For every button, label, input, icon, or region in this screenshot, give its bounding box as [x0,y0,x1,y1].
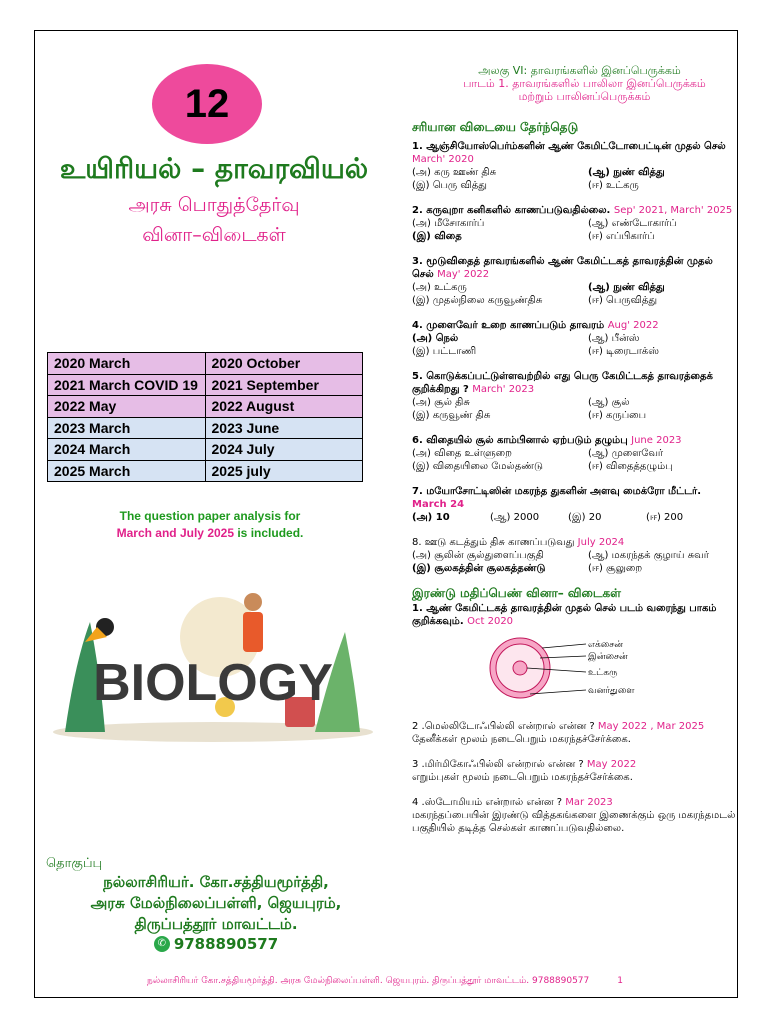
biology-word: BIOLOGY [93,654,333,712]
mcq-options: (அ) சூலின் சூல்துளைப்பகுதி (ஆ) மகரந்தக் குழாய் சுவர் (இ) சூலகத்தின் சூலகத்தண்டு (ஈ) சூலுறை [412,550,709,574]
district-name: திருப்பத்தூர் மாவட்டம். [134,915,298,933]
two-mark-item: 4 .ஸ்டோமியம் என்றால் என்ன ? Mar 2023 [412,797,613,808]
credit-block [46,856,386,953]
mcq-options: (அ) சூல் திசு (ஆ) சூல் (இ) கருவூண் திசு (ஈ) கருப்பை [412,397,647,421]
subtitle-qa: வினா–விடைகள் [142,224,286,246]
class-number-badge: 12 [152,64,262,144]
label-intine: இன்சைன் [588,652,628,662]
mcq-item: 3. மூடுவிதைத் தாவரங்களில் ஆண் கேமிட்டகத் தாவரத்தின் முதல் செல் May' 2022 [412,256,713,280]
two-mark-heading: இரண்டு மதிப்பெண் வினா– விடைகள் [412,586,621,600]
mcq-heading: சரியான விடையை தேர்ந்தெடு [412,120,579,134]
two-mark-answer: தேனீக்கள் மூலம் நடைபெறும் மகரந்தச்சேர்க்கை. [412,734,631,745]
mcq-options: (அ) விதை உள்ளுறை (ஆ) முளைவேர் (இ) விதையிலை மேல்தண்டு (ஈ) விதைத்தழும்பு [412,448,673,472]
phone-number: 9788890577 [173,935,279,953]
lesson-heading-1: பாடம் 1. தாவரங்களில் பாலிலா இனப்பெருக்கம் [463,77,706,90]
mcq-options: (அ) நெல் (ஆ) பீன்ஸ் (இ) பட்டாணி (ஈ) டிரைடாக்ஸ் [412,333,659,357]
school-name: அரசு மேல்நிலைப்பள்ளி, ஜெயபுரம், [90,894,342,912]
unit-heading: அலகு VI: தாவரங்களில் இனப்பெருக்கம் [478,64,681,77]
label-nucleus: உட்கரு [588,668,618,678]
mcq-item: 2. கருவுறா கனிகளில் காணப்படுவதில்லை. Sep' 2021, March' 2025 [412,205,733,216]
footer: நல்லாசிரியர் கோ.சத்தியமூர்த்தி. அரசு மேல்நிலைப்பள்ளி. ஜெயபுரம். திருப்பத்தூர் மாவட்டம். 9788890577 1 [146,976,623,986]
mcq-options: (அ) மீசோகார்ப் (ஆ) எண்டோகார்ப் (இ) விதை (ஈ) எப்பிகார்ப் [412,218,677,242]
two-mark-item: 1. ஆண் கேமிட்டகத் தாவரத்தின் முதல் செல் படம் வரைந்து பாகம் குறிக்கவும். Oct 2020 [412,603,717,627]
analysis-note: The question paper analysis for March and July 2025 is included. [116,509,304,540]
mcq-tag: March 24 [412,499,465,510]
table-row: 2025 March 2025 july [48,460,363,482]
biology-illustration [45,582,381,744]
two-mark-answer: எறும்புகள் மூலம் நடைபெறும் மகரந்தச்சேர்க்கை. [412,772,633,783]
mcq-item: 7. மயோசோட்டிஸின் மகரந்த துகளின் அளவு மைக்ரோ மீட்டர். [412,486,702,497]
table-row: 2020 March 2020 October [48,353,363,375]
table-row: 2021 March COVID 19 2021 September [48,374,363,396]
two-mark-item: 3 .மிர்மிகோஃபில்லி என்றால் என்ன ? May 2022 [412,759,637,770]
question-column [412,64,737,835]
mcq-item: 8. ஊடு கடத்தும் திசு காணப்படுவது July 2024 [412,537,625,548]
mcq-item: 6. விதையில் சூல் காம்பினால் ஏற்படும் தழும்பு June 2023 [412,435,682,446]
phone-line [46,935,386,953]
page-number: 1 [617,976,623,986]
table-row: 2022 May 2022 August [48,396,363,418]
table-row: 2024 March 2024 July [48,439,363,461]
two-mark-item: 2 .மெல்லிடோஃபில்லி என்றால் என்ன ? May 2022 , Mar 2025 [412,721,705,732]
mcq-item: 4. முளைவேர் உறை காணப்படும் தாவரம் Aug' 2022 [412,320,659,331]
table-row: 2023 March 2023 June [48,417,363,439]
mcq-options: (அ) கரு ஊண் திசு (ஆ) நுண் வித்து (இ) பெரு வித்து (ஈ) உட்கரு [412,167,665,191]
lesson-heading-2: மற்றும் பாலினப்பெருக்கம் [518,90,651,103]
mcq-item: 1. ஆஞ்சியோஸ்பெர்ம்களின் ஆண் கேமிட்டோபைட்டின் முதல் செல் March' 2020 [412,141,726,165]
exam-sessions-table [47,352,363,482]
teacher-name: நல்லாசிரியர். கோ.சத்தியமூர்த்தி, [103,873,329,891]
mcq-options: (அ) உட்கரு (ஆ) நுண் வித்து (இ) முதல்நிலை கருவூண்திசு (ஈ) பெருவித்து [412,282,665,306]
credit-label: தொகுப்பு [46,856,103,871]
mcq-options: (அ) 10 (ஆ) 2000 (இ) 20 (ஈ) 200 [412,512,684,523]
main-title: உயிரியல் – தாவரவியல் [59,152,369,185]
pollen-grain-diagram [480,636,650,700]
label-exine: எக்சைன் [588,640,624,650]
whatsapp-icon: ✆ [154,936,170,952]
label-germ-pore: வனர்துளை [588,686,635,696]
mcq-item: 5. கொடுக்கப்பட்டுள்ளவற்றில் எது பெரு கேமிட்டகத் தாவரத்தைக் குறிக்கிறது ? March' 2023 [412,371,713,395]
two-mark-answer: மகரந்தப்பையின் இரண்டு வித்தகங்களை இணைக்கும் ஒரு மகரந்தமடல் பகுதியில் தடித்த செல்கள் காணப்படுவதில்லை. [412,810,736,834]
subtitle-exam: அரசு பொதுத்தேர்வு [128,194,300,216]
